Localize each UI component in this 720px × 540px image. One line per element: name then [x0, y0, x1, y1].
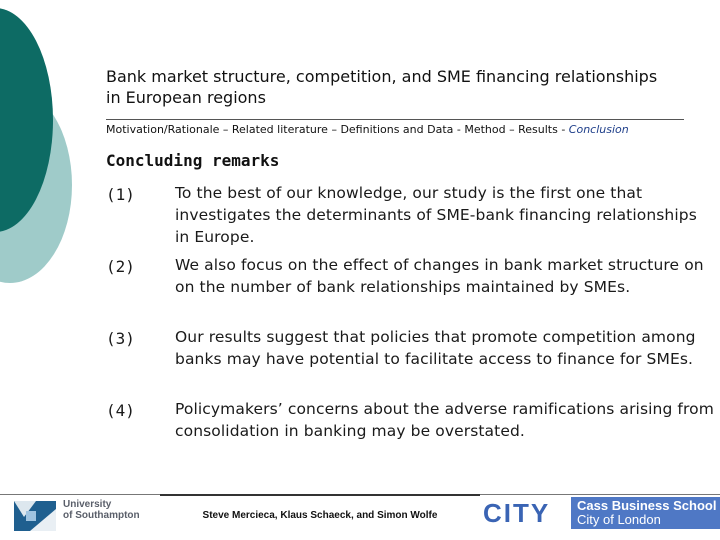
remark-item [106, 182, 716, 254]
cass-band [571, 497, 720, 529]
footer-divider-accent [160, 494, 480, 496]
section-heading: Concluding remarks [106, 151, 280, 170]
cass-name: Cass Business School [577, 498, 717, 513]
remark-number: (4) [106, 401, 135, 420]
remark-number: (1) [106, 185, 135, 204]
remark-item [106, 326, 716, 398]
university-name-line2: of Southampton [63, 510, 140, 521]
university-logo [10, 497, 160, 535]
university-name [63, 499, 140, 521]
remark-text: Policymakers’ concerns about the adverse ramifications arising from consolidation in banking may be overstated. [175, 400, 714, 440]
university-name-line1: University [63, 499, 112, 510]
breadcrumb-path: Motivation/Rationale – Related literature – Definitions and Data - Method – Results - [106, 123, 569, 136]
remark-number: (3) [106, 329, 135, 348]
breadcrumb [106, 123, 706, 137]
breadcrumb-current: Conclusion [568, 123, 629, 136]
remark-item [106, 398, 716, 458]
remark-number: (2) [106, 257, 135, 276]
remark-item [106, 254, 716, 326]
cass-city: City of London [577, 512, 661, 527]
slide-title: Bank market structure, competition, and SME financing relationships in European regions [106, 67, 658, 107]
remarks-list [106, 182, 716, 458]
remark-text: To the best of our knowledge, our study is the first one that investigates the determinants of SME-bank financing relationships in Europe. [175, 184, 697, 246]
remark-text: Our results suggest that policies that promote competition among banks may have potential to facilitate access to finance for SMEs. [175, 328, 696, 368]
remark-text: We also focus on the effect of changes in bank market structure on on the number of bank relationships maintained by SMEs. [175, 256, 704, 296]
university-crest-icon [10, 499, 60, 533]
authors: Steve Mercieca, Klaus Schaeck, and Simon Wolfe [202, 510, 438, 521]
cass-business-school-logo [483, 497, 720, 529]
decorative-side-shapes [0, 0, 90, 300]
title-divider [106, 119, 684, 120]
city-letters: CITY [483, 498, 551, 528]
